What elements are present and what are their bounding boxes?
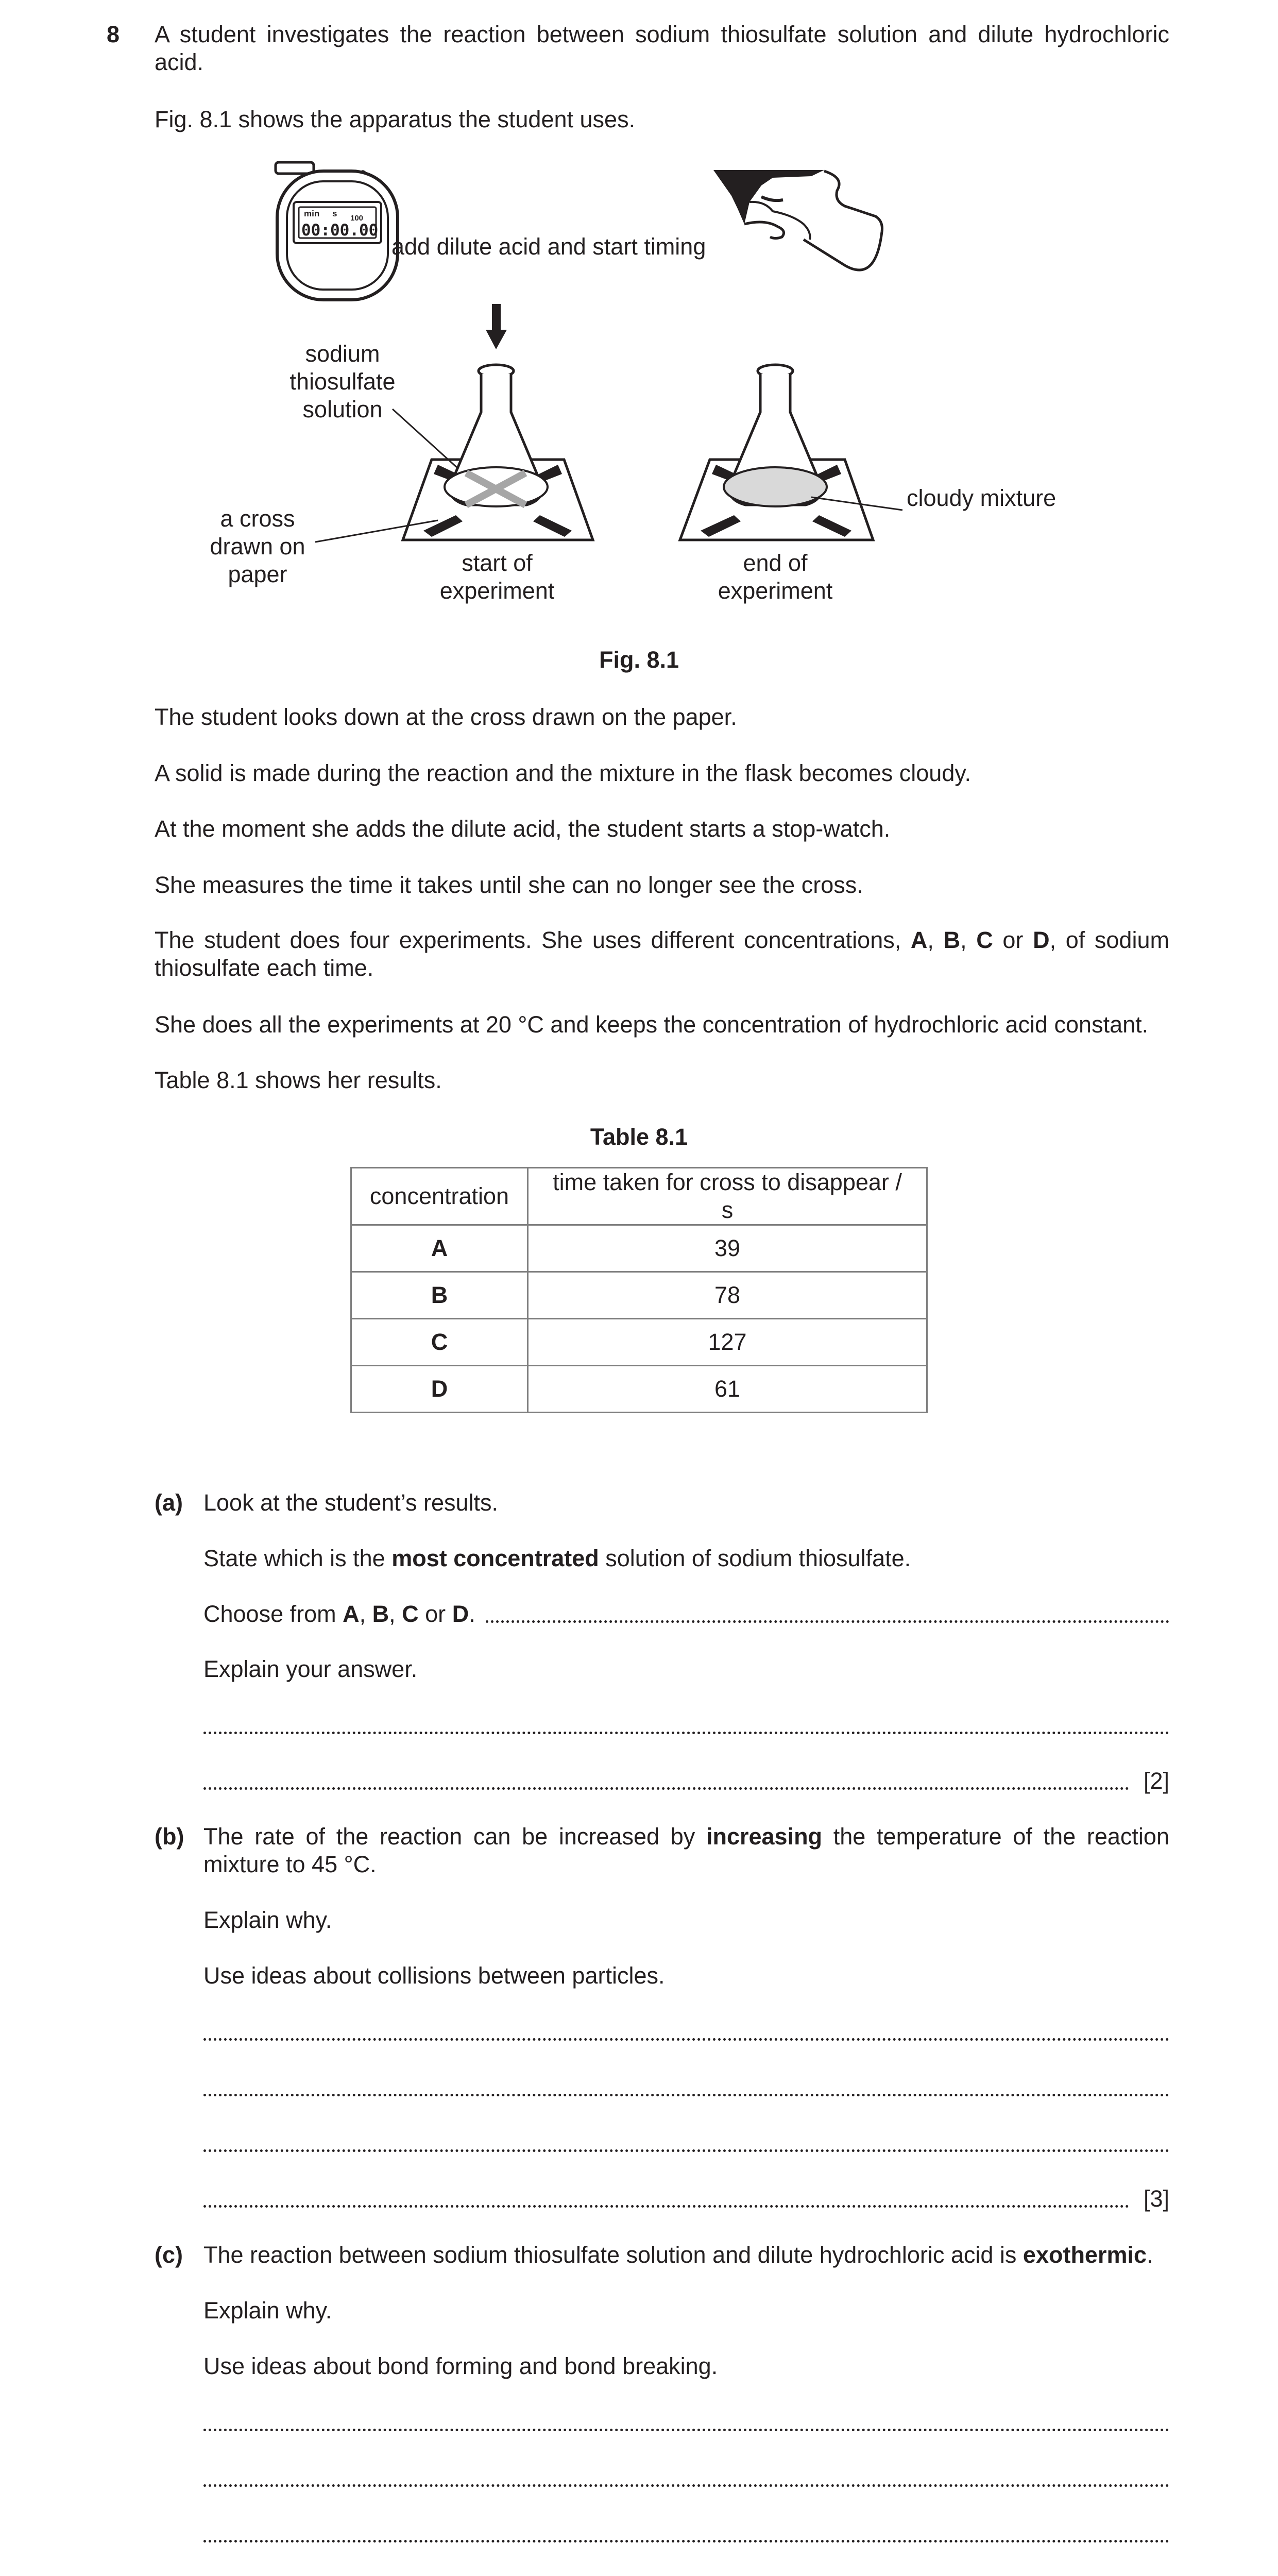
- down-arrow-icon: [486, 304, 507, 349]
- answer-line-c-1[interactable]: [203, 2409, 1169, 2436]
- table-row: [351, 1366, 927, 1413]
- answer-line-a-2[interactable]: [203, 1767, 1169, 1795]
- figure-caption: Fig. 8.1: [599, 647, 679, 673]
- part-a-line-1: Look at the student’s results.: [203, 1489, 499, 1516]
- flask-end: [724, 365, 827, 506]
- para-1: The student looks down at the cross drawn on the paper.: [155, 704, 737, 730]
- question-number: 8: [107, 21, 120, 47]
- table-header: time taken for cross to disappear / s: [528, 1168, 927, 1225]
- answer-line-c-2[interactable]: [203, 2464, 1169, 2492]
- apparatus-figure: [0, 155, 1278, 618]
- part-c-line-1: The reaction between sodium thiosulfate solution and dilute hydrochloric acid is exothermic.: [203, 2242, 1153, 2268]
- results-table: [350, 1167, 928, 1413]
- answer-line-b-2[interactable]: [203, 2074, 1169, 2102]
- table-cell: D: [351, 1366, 528, 1413]
- para-5: The student does four experiments. She uses different concentrations, A, B, C or D, of sodium thiosulfate each time.: [155, 927, 1169, 981]
- question-intro: A student investigates the reaction between sodium thiosulfate solution and dilute hydrochloric acid.: [155, 21, 1169, 75]
- part-b-label: (b): [155, 1823, 184, 1850]
- table-header-row: [351, 1168, 927, 1225]
- part-b-line-2: Explain why.: [203, 1907, 332, 1933]
- figure-intro: Fig. 8.1 shows the apparatus the student uses.: [155, 106, 636, 132]
- observer-face-icon: [713, 170, 882, 270]
- part-b-line-3: Use ideas about collisions between particles.: [203, 1962, 665, 1989]
- answer-line-c-3[interactable]: [203, 2520, 1169, 2548]
- table-row: [351, 1319, 927, 1366]
- cross-paper-label: a cross drawn on paper: [210, 505, 305, 587]
- part-a-marks: [2]: [1143, 1768, 1169, 1794]
- part-c-line-2: Explain why.: [203, 2297, 332, 2324]
- answer-line-a-choice[interactable]: [203, 1600, 1169, 1628]
- table-cell: 78: [528, 1272, 927, 1319]
- table-header: concentration: [351, 1168, 528, 1225]
- para-3: At the moment she adds the dilute acid, the student starts a stop-watch.: [155, 816, 891, 842]
- para-7: Table 8.1 shows her results.: [155, 1067, 442, 1093]
- stopwatch-min-label: min: [304, 209, 320, 218]
- stopwatch-display: 00:00.00: [301, 221, 379, 240]
- table-row: [351, 1272, 927, 1319]
- stopwatch-icon: [276, 162, 398, 300]
- part-a-label: (a): [155, 1489, 183, 1516]
- table-cell: C: [351, 1319, 528, 1366]
- part-b-marks: [3]: [1143, 2185, 1169, 2212]
- table-caption: Table 8.1: [590, 1124, 688, 1150]
- add-acid-label: add dilute acid and start timing: [391, 233, 706, 260]
- thiosulfate-label: sodium thiosulfate solution: [289, 341, 396, 422]
- table-cell: B: [351, 1272, 528, 1319]
- stopwatch-s-label: s: [332, 209, 337, 218]
- answer-line-a-1[interactable]: [203, 1711, 1169, 1739]
- answer-line-b-1[interactable]: [203, 2018, 1169, 2046]
- para-4: She measures the time it takes until she can no longer see the cross.: [155, 872, 863, 898]
- para-2: A solid is made during the reaction and the mixture in the flask becomes cloudy.: [155, 760, 972, 786]
- cloudy-label: cloudy mixture: [907, 485, 1057, 511]
- start-label: start of experiment: [439, 550, 555, 604]
- para-6: She does all the experiments at 20 °C and keeps the concentration of hydrochloric acid constant.: [155, 1011, 1149, 1038]
- answer-line-b-3[interactable]: [203, 2129, 1169, 2157]
- end-label: end of experiment: [718, 550, 833, 604]
- stopwatch-100-label: 100: [350, 214, 364, 223]
- table-cell: 127: [528, 1319, 927, 1366]
- answer-line-b-4[interactable]: [203, 2185, 1169, 2213]
- table-cell: 39: [528, 1225, 927, 1272]
- flask-start: [445, 365, 548, 506]
- part-b-line-1: The rate of the reaction can be increased by increasing the temperature of the reaction mixture to 45 °C.: [203, 1823, 1169, 1877]
- part-a-choose: Choose from A, B, C or D.: [203, 1601, 475, 1627]
- part-a-explain: Explain your answer.: [203, 1656, 418, 1682]
- part-a-line-2: State which is the most concentrated solution of sodium thiosulfate.: [203, 1545, 911, 1571]
- table-cell: 61: [528, 1366, 927, 1413]
- table-cell: A: [351, 1225, 528, 1272]
- part-c-line-3: Use ideas about bond forming and bond breaking.: [203, 2353, 718, 2379]
- part-c-label: (c): [155, 2242, 183, 2268]
- table-row: [351, 1225, 927, 1272]
